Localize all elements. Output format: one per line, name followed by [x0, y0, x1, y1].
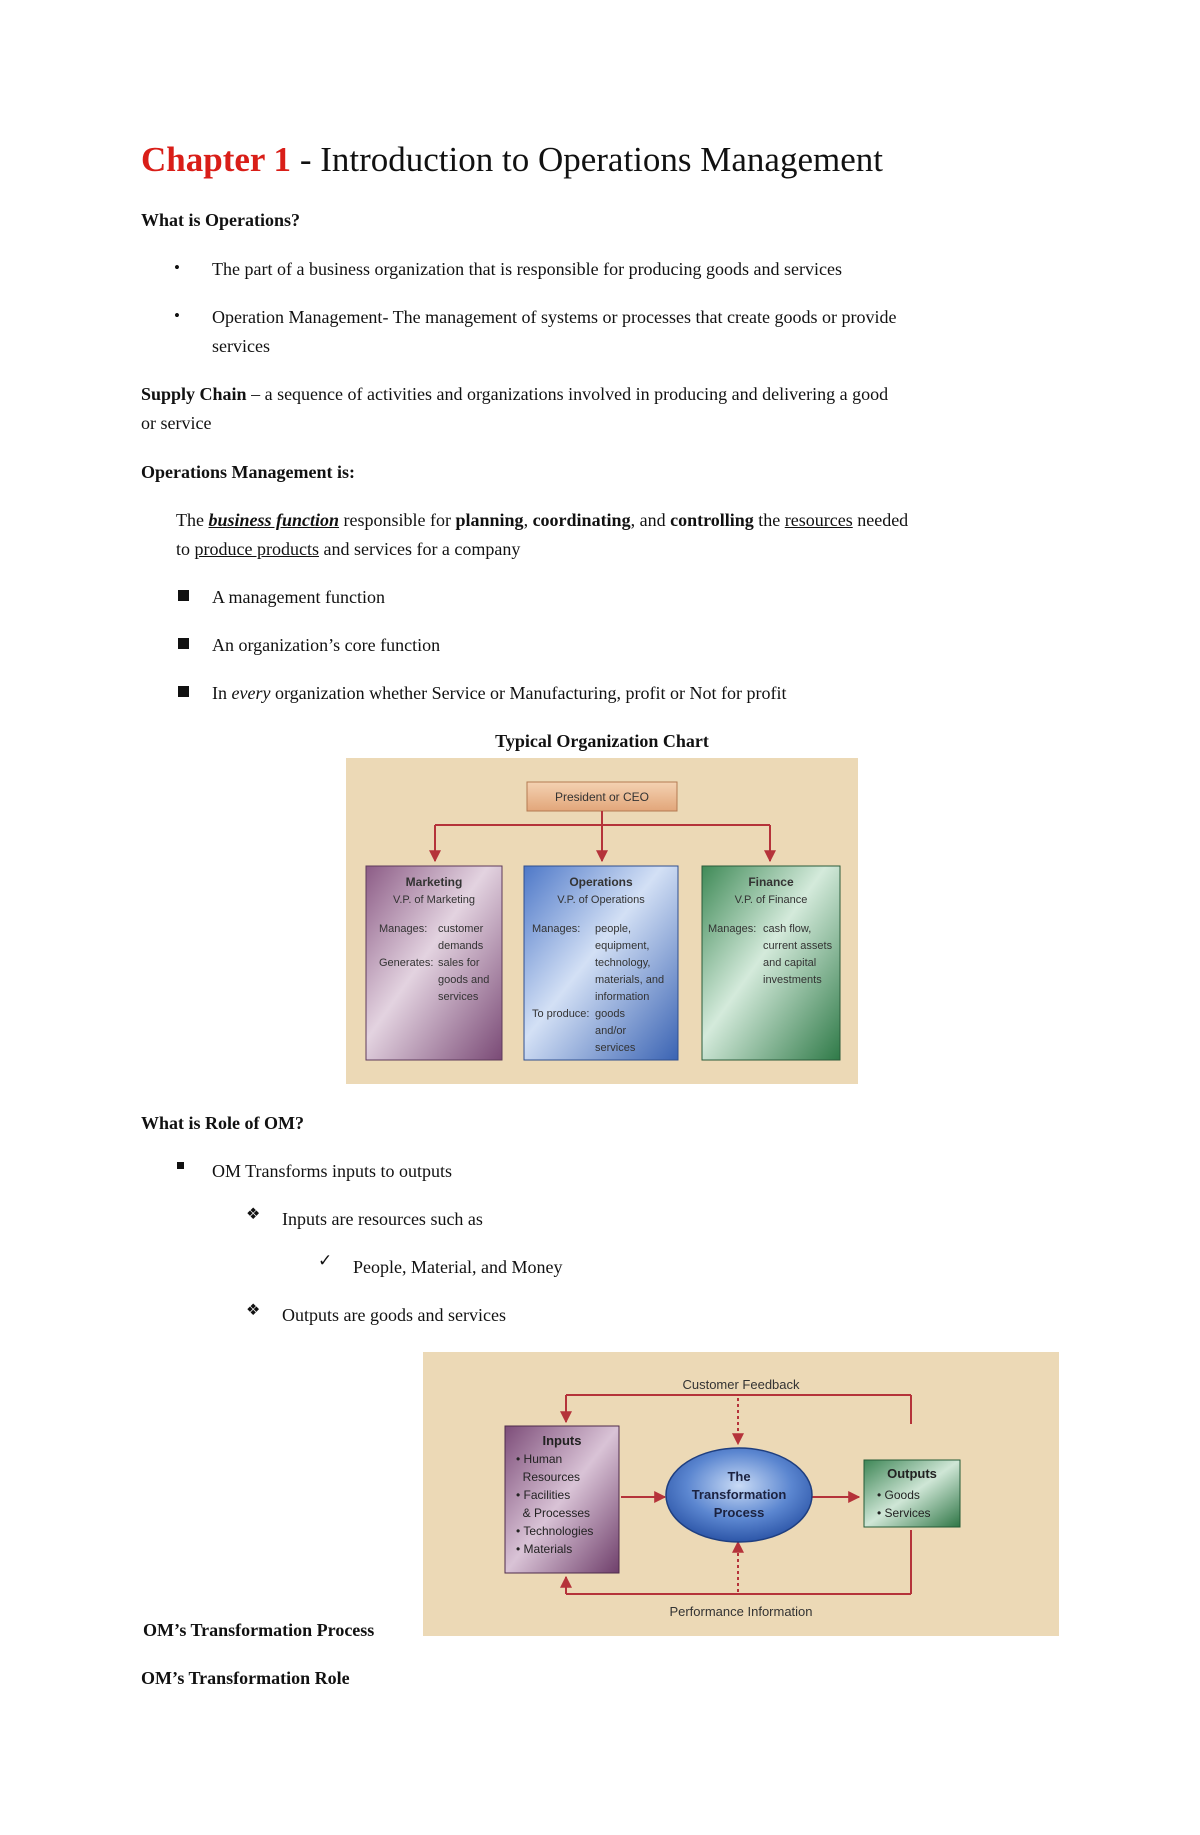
bullet-dot-icon: •: [174, 258, 180, 277]
transformation-diagram: [423, 1352, 1059, 1636]
svg-text:sales for: sales for: [438, 957, 480, 969]
org-chart-figure: [346, 758, 858, 1084]
supply-chain-definition: Supply Chain – a sequence of activities and organizations involved in producing and delivering a good: [141, 384, 889, 404]
svg-text:• Goods: • Goods: [877, 1488, 920, 1502]
page-title: [141, 140, 883, 180]
om-bullet-3: In every organization whether Service or Manufacturing, profit or Not for profit: [212, 683, 787, 703]
outputs-title: Outputs: [887, 1466, 937, 1481]
square-bullet-icon: [178, 638, 189, 649]
role-bullet-4: Outputs are goods and services: [282, 1305, 506, 1325]
om-definition-line2: to produce products and services for a company: [176, 539, 521, 559]
ceo-label: President or CEO: [554, 790, 650, 804]
operations-manages-label: Manages:: [532, 923, 581, 935]
svg-text:current assets: current assets: [763, 940, 833, 952]
finance-subtitle: V.P. of Finance: [734, 894, 808, 906]
svg-text:• Facilities: • Facilities: [516, 1488, 571, 1502]
svg-text:and capital: and capital: [763, 957, 817, 969]
supply-chain-term: Supply Chain: [141, 384, 247, 404]
svg-text:The: The: [727, 1469, 751, 1484]
svg-text:demands: demands: [438, 940, 484, 952]
om-is-heading: Operations Management is:: [141, 462, 355, 482]
svg-text:people,: people,: [595, 923, 632, 935]
svg-text:materials, and: materials, and: [595, 974, 665, 986]
svg-text:• Materials: • Materials: [516, 1542, 573, 1556]
svg-text:• Human: • Human: [516, 1452, 563, 1466]
supply-chain-definition-cont: or service: [141, 413, 212, 433]
operations-produce-label: To produce:: [532, 1008, 590, 1020]
square-bullet-icon: [178, 590, 189, 601]
chapter-number: Chapter 1: [141, 140, 292, 179]
customer-feedback-label: Customer Feedback: [682, 1377, 800, 1392]
diamond-bullet-icon: ❖: [246, 1302, 261, 1319]
svg-text:cash flow,: cash flow,: [763, 923, 812, 935]
ops-bullet-1: The part of a business organization that is responsible for producing goods and services: [212, 259, 843, 279]
transformation-role-heading: OM’s Transformation Role: [141, 1668, 350, 1688]
svg-text:goods: goods: [595, 1008, 625, 1020]
finance-manages-label: Manages:: [708, 923, 757, 935]
svg-text:information: information: [595, 991, 650, 1003]
svg-text:equipment,: equipment,: [595, 940, 650, 952]
svg-text:Process: Process: [713, 1505, 765, 1520]
small-square-bullet-icon: [177, 1162, 184, 1169]
role-of-om-heading: What is Role of OM?: [141, 1113, 304, 1133]
svg-text:Transformation: Transformation: [691, 1487, 787, 1502]
operations-title: Operations: [569, 875, 633, 889]
role-bullet-3: People, Material, and Money: [353, 1257, 563, 1277]
role-bullet-1: OM Transforms inputs to outputs: [212, 1161, 453, 1181]
org-chart-caption: Typical Organization Chart: [495, 731, 709, 751]
marketing-title: Marketing: [405, 875, 463, 889]
diamond-bullet-icon: ❖: [246, 1206, 261, 1223]
ops-bullet-2: Operation Management- The management of systems or processes that create goods or provide: [212, 307, 897, 327]
chapter-title: - Introduction to Operations Management: [291, 140, 883, 179]
om-bullet-2: An organization’s core function: [212, 635, 441, 655]
svg-text:Resources: Resources: [516, 1470, 581, 1484]
svg-text:services: services: [595, 1042, 636, 1054]
ops-bullet-2-cont: services: [212, 336, 270, 356]
svg-text:goods and: goods and: [438, 974, 490, 986]
svg-text:services: services: [438, 991, 479, 1003]
om-definition-line1: The business function responsible for planning, coordinating, and controlling the resources needed: [176, 510, 909, 530]
square-bullet-icon: [178, 686, 189, 697]
svg-text:• Services: • Services: [877, 1506, 931, 1520]
operations-subtitle: V.P. of Operations: [557, 894, 645, 906]
checkmark-icon: ✓: [318, 1251, 333, 1270]
transformation-process-heading: OM’s Transformation Process: [143, 1620, 375, 1640]
marketing-manages-label: Manages:: [379, 923, 428, 935]
svg-text:and/or: and/or: [595, 1025, 627, 1037]
marketing-subtitle: V.P. of Marketing: [393, 894, 475, 906]
bullet-dot-icon: •: [174, 306, 180, 325]
svg-text:customer: customer: [438, 923, 484, 935]
role-bullet-2: Inputs are resources such as: [282, 1209, 483, 1229]
inputs-title: Inputs: [542, 1433, 582, 1448]
what-is-operations-heading: What is Operations?: [141, 210, 301, 230]
svg-text:investments: investments: [763, 974, 822, 986]
finance-title: Finance: [748, 875, 794, 889]
svg-text:• Technologies: • Technologies: [516, 1524, 594, 1538]
svg-text:technology,: technology,: [595, 957, 651, 969]
performance-information-label: Performance Information: [669, 1604, 813, 1619]
om-bullet-1: A management function: [212, 587, 385, 607]
marketing-generates-label: Generates:: [379, 957, 434, 969]
svg-text:& Processes: & Processes: [516, 1506, 591, 1520]
